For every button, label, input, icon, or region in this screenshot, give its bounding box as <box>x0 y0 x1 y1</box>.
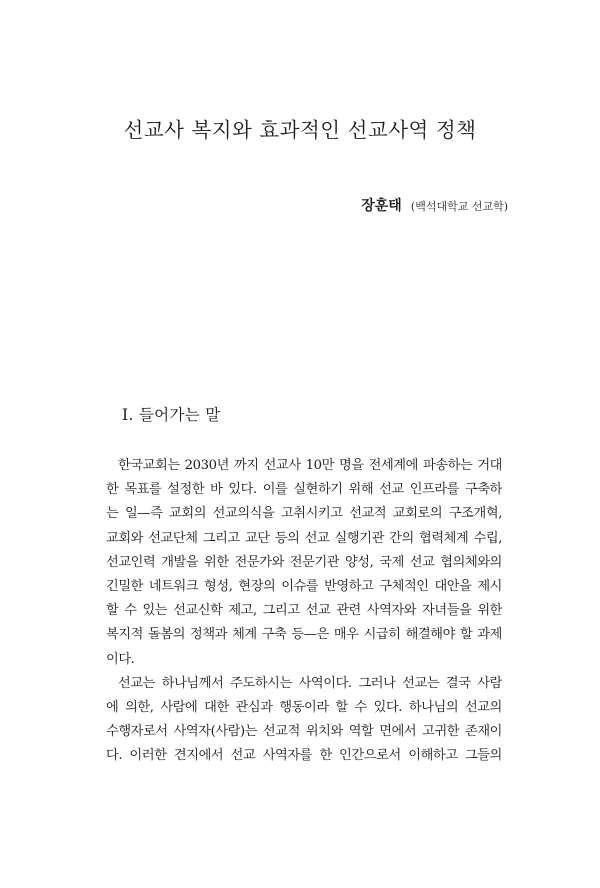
body-line: 에 의한, 사람에 대한 관심과 행동이라 할 수 있다. 하나님의 선교의 <box>106 699 502 715</box>
body-line: 수행자로서 사역자(사람)는 선교적 위치와 역할 면에서 고귀한 존재이 <box>106 724 502 740</box>
body-line: 다. 이러한 견지에서 선교 사역자를 한 인간으로서 이해하고 그들의 <box>106 748 502 764</box>
body-line: 긴밀한 네트워크 형성, 현장의 이슈를 반영하고 구체적인 대안을 제시 <box>106 578 502 594</box>
author-line <box>361 195 508 215</box>
body-line: 교회와 선교단체 그리고 교단 등의 선교 실행기관 간의 협력체계 수립, <box>106 530 502 546</box>
body-line: 할 수 있는 선교신학 제고, 그리고 선교 관련 사역자와 자녀들을 위한 <box>106 603 502 619</box>
body-line: 이다. <box>106 651 135 667</box>
body-text <box>106 454 502 768</box>
body-line: 한국교회는 2030년 까지 선교사 10만 명을 전세계에 파송하는 거대 <box>118 458 502 473</box>
body-line: 선교는 하나님께서 주도하시는 사역이다. 그러나 선교는 결국 사람 <box>118 675 502 691</box>
section-heading: Ⅰ. 들어가는 말 <box>122 406 221 424</box>
body-line: 선교인력 개발을 위한 전문가와 전문기관 양성, 국제 선교 협의체와의 <box>106 554 502 570</box>
author-affiliation: (백석대학교 선교학) <box>410 200 508 213</box>
author-name: 장훈태 <box>361 198 402 214</box>
body-line: 한 목표를 설정한 바 있다. 이를 실현하기 위해 선교 인프라를 구축하 <box>106 482 502 498</box>
body-line: 복지적 돌봄의 정책과 체계 구축 등—은 매우 시급히 해결해야 할 과제 <box>106 627 502 643</box>
paper-title: 선교사 복지와 효과적인 선교사역 정책 <box>123 118 477 142</box>
body-line: 는 일—즉 교회의 선교의식을 고취시키고 선교적 교회로의 구조개혁, <box>106 506 502 522</box>
